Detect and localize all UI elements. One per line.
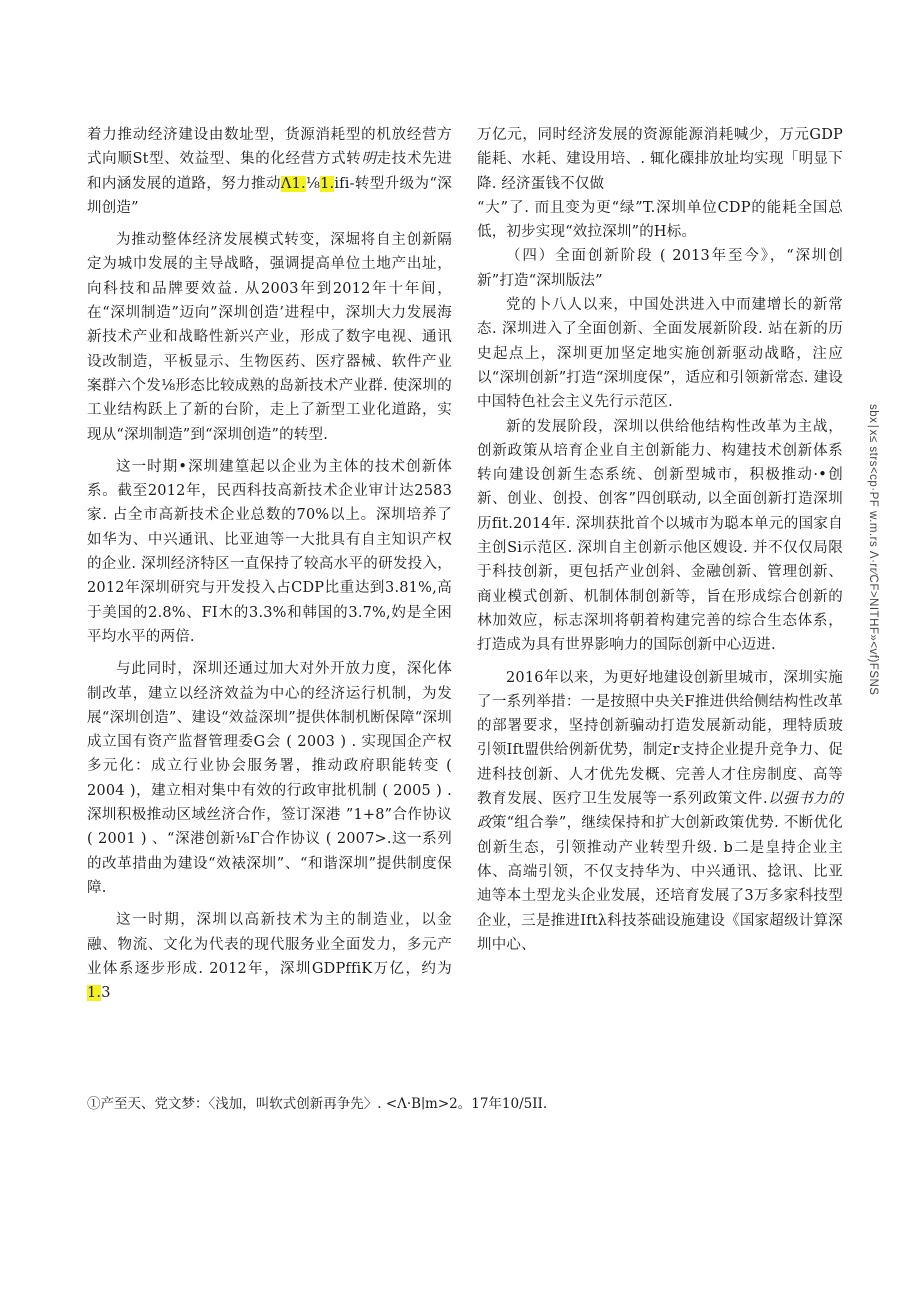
footnote: ①产至天、党文梦：〈浅加，叫软式创新再争先〉. <Λ·B∣m>2。17年10/5II. <box>87 1096 548 1112</box>
paragraph-innovation-strategy: 为推动整体经济发展模式转变，深堀将自主创新隔定为城巾发展的主导战略，强调提高单位土地产出址，向科技和品牌要效益. 从2003年到2012年十年间，在“深圳制造”迈向”深圳创造’进程中，深圳大力发展海新技术产业和战略性新兴产业，形成了数字电视、通讯设改制造，平板显示、生物医药、医疗器械、软件产业案群六个发⅛形态比较成熟的岛新技术产业群. 使深圳的工业结构跃上了新的台阶，走上了新型工业化道路，实现从“深圳制造”到“深圳创造”的转型. <box>87 232 452 443</box>
highlight-mark: 1. <box>87 985 102 1002</box>
paragraph-industry-system: 这一时期，深圳以高新技术为主的制造业，以金融、物流、文化为代表的现代服务业全面发力，多元产业体系逐步形成. 2012年，深圳GDPffiK万亿，约为1.3 <box>87 912 452 1002</box>
highlight-mark: Λ1. <box>280 175 306 192</box>
paragraph-new-stage: 新的发展阶段，深圳以供给他结构性改革为主战，创新政策从培育企业自主创新能力、构建技术创新体系转向建设创新生态系统、创新型城市，积极推动·•创新、创业、创投、创客”四创联动, 以全面创新打造深圳历fit.2014年. 深圳获批首个以城市为聪本单元的国家自主创Si示范区. 深圳自主创新示他区嫂设. 并不仅仅局限于科技创新，更包括产业创斜、金融创新、管理创新、商业模式创新、机制体制创新等，旨在形成综合创新的林加效应，标志深圳将朝着构建完善的综合生态体系，打造成为具有世界影响力的国际创新中心迈进. <box>477 418 843 654</box>
paragraph-opening-reform: 与此同时，深圳还通过加大对外开放力度，深化体制改革，建立以经济效益为中心的经济运行机制，为发展“深圳创造”、建设“效益深圳”提供体制机断保障“深圳成立国有资产监督管理委G会 ( 2003 ) . 实现国企产权多元化：成立行业协会服务署，推动政府职能转变 ( 2004 )，建立相对集中有效的行政审批机制 ( 2005 ) . 深圳积极推动区域丝济合作，签订深港 ”1+8”合作协议 ( 2001 ) 、“深港创新⅛Γ合作协议 ( 2007>.这一系列的改革措曲为建设“效裱深圳”、“和谐深圳”提供制度保障. <box>87 661 452 896</box>
paragraph-measures-since-2016: 2016年以来，为更好地建设创新里城市，深圳实施了一系列举措：一是按照中央关F推进供给侧结构性改革的部署要求，坚持创新骗动打造发展新动能，理特质玻引领Ift盟供给例新优势，制定r支持企业提升竞争力、促进科技创新、人才优先发概、完善人才住房制度、高等教育发展、医疗卫生发展等一系列政策文件.以强书力的政策“组合拳”，继续保持和扩大创新政策优势. 不断优化创新生态，引领推动产业转型升级. b二是皇持企业主体、高端引领，不仅支持华为、中兴通讯、捻讯、比亚迪等本土型龙头企业发展，还培育发展了3万多家科技型企业，三是推进Iftλ科技茶础设施建设《国家超级计算深圳中心、 <box>477 669 843 953</box>
paragraph-transformation-intro: 着力推动经济建设由数址型，货源消耗型的机放经营方式向顺St型、效益型、集的化经营方式转明走技术先进和内涵发展的道路，努力推动Λ1.⅛1.ifi-转型升级为“深圳创造” <box>87 127 453 216</box>
right-column <box>477 123 843 957</box>
paragraph-gdp-continuation: 万亿元，同时经济发展的资源能源消耗喊少，万元GDP能耗、水耗、建设用培、. 辄化磲排放址均实现「明显下降. 经济蛋钱不仅做 <box>477 127 843 192</box>
left-column <box>87 123 452 1005</box>
vertical-margin-note: sbx∣x≤ strs<cp·PF w.m.rs Λ·rr∕CF>NITHF»<vf)FSNS <box>867 404 879 696</box>
paragraph-tech-innovation-system: 这一时期•深圳建篁起以企业为主体的技术创新体系。截至2012年，民西科技高新技术企业审计达2583家. 占全市高新技术企业总数的70%以上。深圳培养了如华为、中兴通讯、比亚迪等一大批具有自主知识产权的企业. 深圳经济特区一直保持了较高水平的研发投入，2012年深圳研究与开发投入占CDP比重达到3.81%,高于美国的2.8%、FI木的3.3%和韩国的3.7%,妁是全困平均水平的两倍. <box>87 458 452 645</box>
section-heading-comprehensive-innovation: （四）全面创新阶段 ( 2013年至今》，“深圳创新”打造“深圳版法” <box>477 248 843 289</box>
paragraph-new-normal: 党的卜八人以来，中国处洪进入中而建增长的新常态. 深圳进入了全面创新、全面发展新阶段. 站在新的历史起点上，深圳更加坚定地实施创新驱动战略，注应以“深圳创新”打造“深圳度保”，适应和引领新常态. 建设中国特色社会主义先行示范区. <box>477 297 843 411</box>
paragraph-green-growth: “大”了. 而且变为更“绿”T.深圳单位CDP的能耗全国总低，初步实现“效拉深圳”的H标。 <box>477 199 843 241</box>
highlight-mark: 1. <box>320 175 335 192</box>
